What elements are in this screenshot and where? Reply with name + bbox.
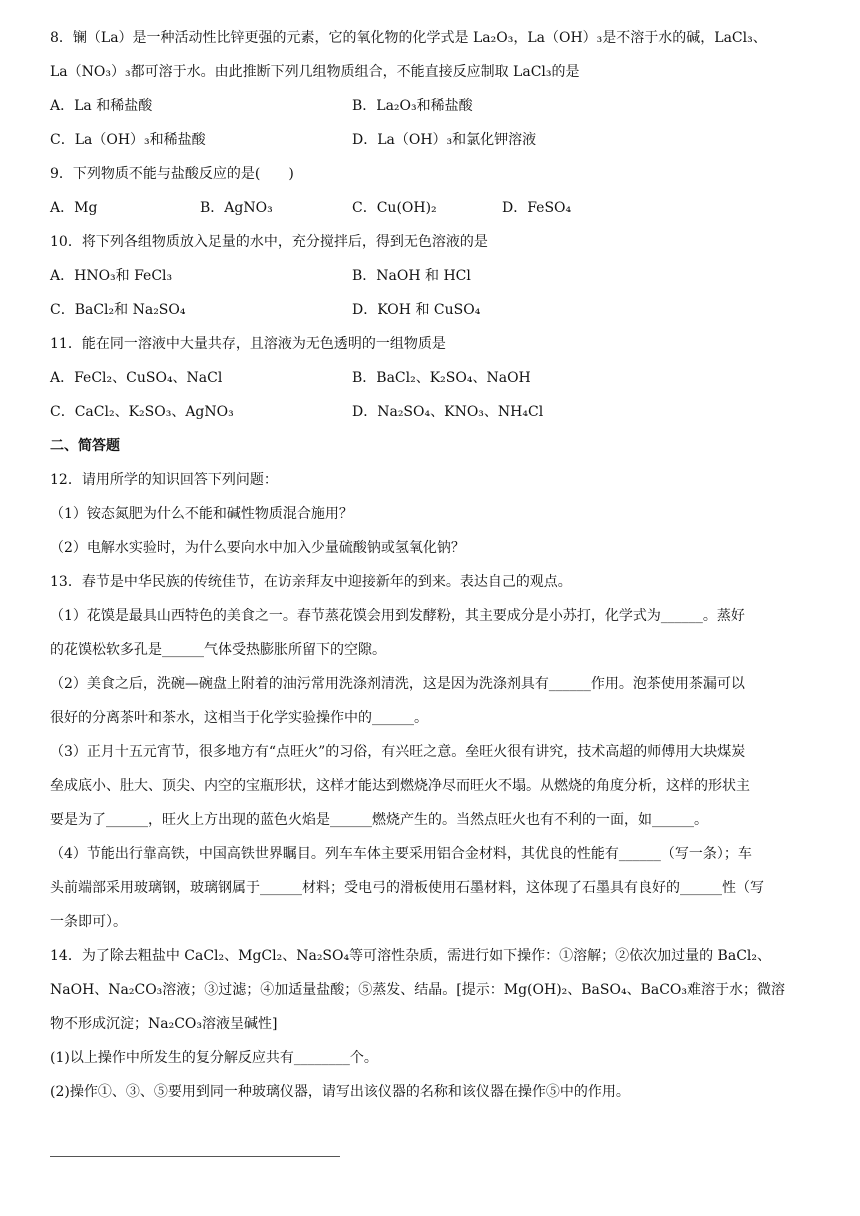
q10-option-d: D．KOH 和 CuSO₄ bbox=[352, 302, 481, 318]
q13-part4-line2: 头前端部采用玻璃钢，玻璃钢属于______材料；受电弓的滑板使用石墨材料，这体现了石墨具有良好的______性（写 bbox=[50, 880, 764, 896]
q8-stem-line2: La（NO₃）₃都可溶于水。由此推断下列几组物质组合，不能直接反应制取 LaCl₃的是 bbox=[50, 64, 580, 80]
q14-part2: (2)操作①、③、⑤要用到同一种玻璃仪器，请写出该仪器的名称和该仪器在操作⑤中的作用。 bbox=[50, 1084, 630, 1100]
q12-stem: 12．请用所学的知识回答下列问题： bbox=[50, 472, 278, 488]
q8-option-d: D．La（OH）₃和氯化钾溶液 bbox=[352, 132, 537, 148]
q10-stem: 10．将下列各组物质放入足量的水中，充分搅拌后，得到无色溶液的是 bbox=[50, 234, 488, 250]
q12-part1: （1）铵态氮肥为什么不能和碱性物质混合施用？ bbox=[50, 506, 353, 522]
q13-part2-line2: 很好的分离茶叶和茶水，这相当于化学实验操作中的______。 bbox=[50, 710, 428, 726]
q13-part3-line2: 垒成底小、肚大、顶尖、内空的宝瓶形状，这样才能达到燃烧净尽而旺火不塌。从燃烧的角度分析，这样的形状主 bbox=[50, 778, 750, 794]
q10-option-c: C．BaCl₂和 Na₂SO₄ bbox=[50, 302, 186, 318]
q8-option-c: C．La（OH）₃和稀盐酸 bbox=[50, 132, 206, 148]
q8-option-b: B．La₂O₃和稀盐酸 bbox=[352, 98, 473, 114]
q14-stem-line2: NaOH、Na₂CO₃溶液；③过滤；④加适量盐酸；⑤蒸发、结晶。[提示：Mg(OH)₂、BaSO₄、BaCO₃难溶于水；微溶 bbox=[50, 982, 786, 998]
q13-part1-line1: （1）花馍是最具山西特色的美食之一。春节蒸花馍会用到发酵粉，其主要成分是小苏打，化学式为______。蒸好 bbox=[50, 608, 745, 624]
q8-option-a: A．La 和稀盐酸 bbox=[50, 98, 153, 114]
q14-part1: (1)以上操作中所发生的复分解反应共有________个。 bbox=[50, 1050, 378, 1066]
q8-stem-line1: 8．镧（La）是一种活动性比锌更强的元素，它的氧化物的化学式是 La₂O₃，La（OH）₃是不溶于水的碱，LaCl₃、 bbox=[50, 30, 767, 46]
q9-option-a: A．Mg bbox=[50, 200, 98, 216]
q11-option-a: A．FeCl₂、CuSO₄、NaCl bbox=[50, 370, 223, 386]
q13-part4-line1: （4）节能出行靠高铁，中国高铁世界瞩目。列车车体主要采用铝合金材料，其优良的性能有______（写一条）；车 bbox=[50, 846, 752, 862]
q13-part3-line1: （3）正月十五元宵节，很多地方有“点旺火”的习俗，有兴旺之意。垒旺火很有讲究，技术高超的师傅用大块煤炭 bbox=[50, 744, 746, 760]
q11-stem: 11．能在同一溶液中大量共存，且溶液为无色透明的一组物质是 bbox=[50, 336, 446, 352]
q13-part2-line1: （2）美食之后，洗碗—碗盘上附着的油污常用洗涤剂清洗，这是因为洗涤剂具有______作用。泡茶使用茶漏可以 bbox=[50, 676, 745, 692]
footer-rule bbox=[50, 1156, 340, 1157]
q9-option-c: C．Cu(OH)₂ bbox=[352, 200, 437, 216]
q9-option-b: B．AgNO₃ bbox=[200, 200, 273, 216]
q11-option-c: C．CaCl₂、K₂SO₃、AgNO₃ bbox=[50, 404, 234, 420]
q14-stem-line1: 14．为了除去粗盐中 CaCl₂、MgCl₂、Na₂SO₄等可溶性杂质，需进行如下操作：①溶解；②依次加过量的 BaCl₂、 bbox=[50, 948, 771, 964]
q11-option-d: D．Na₂SO₄、KNO₃、NH₄Cl bbox=[352, 404, 544, 420]
q11-option-b: B．BaCl₂、K₂SO₄、NaOH bbox=[352, 370, 531, 386]
q12-part2: （2）电解水实验时，为什么要向水中加入少量硫酸钠或氢氧化钠？ bbox=[50, 540, 465, 556]
q13-part1-line2: 的花馍松软多孔是______气体受热膨胀所留下的空隙。 bbox=[50, 642, 386, 658]
q10-option-b: B．NaOH 和 HCl bbox=[352, 268, 471, 284]
q13-part3-line3: 要是为了______，旺火上方出现的蓝色火焰是______燃烧产生的。当然点旺火也有不利的一面，如______。 bbox=[50, 812, 708, 828]
section-heading: 二、简答题 bbox=[50, 438, 120, 454]
q14-stem-line3: 物不形成沉淀；Na₂CO₃溶液呈碱性] bbox=[50, 1016, 278, 1032]
q13-stem: 13．春节是中华民族的传统佳节，在访亲拜友中迎接新年的到来。表达自己的观点。 bbox=[50, 574, 572, 590]
q13-part4-line3: 一条即可）。 bbox=[50, 914, 127, 930]
q9-stem: 9．下列物质不能与盐酸反应的是( ) bbox=[50, 166, 294, 182]
q10-option-a: A．HNO₃和 FeCl₃ bbox=[50, 268, 173, 284]
q9-option-d: D．FeSO₄ bbox=[502, 200, 572, 216]
